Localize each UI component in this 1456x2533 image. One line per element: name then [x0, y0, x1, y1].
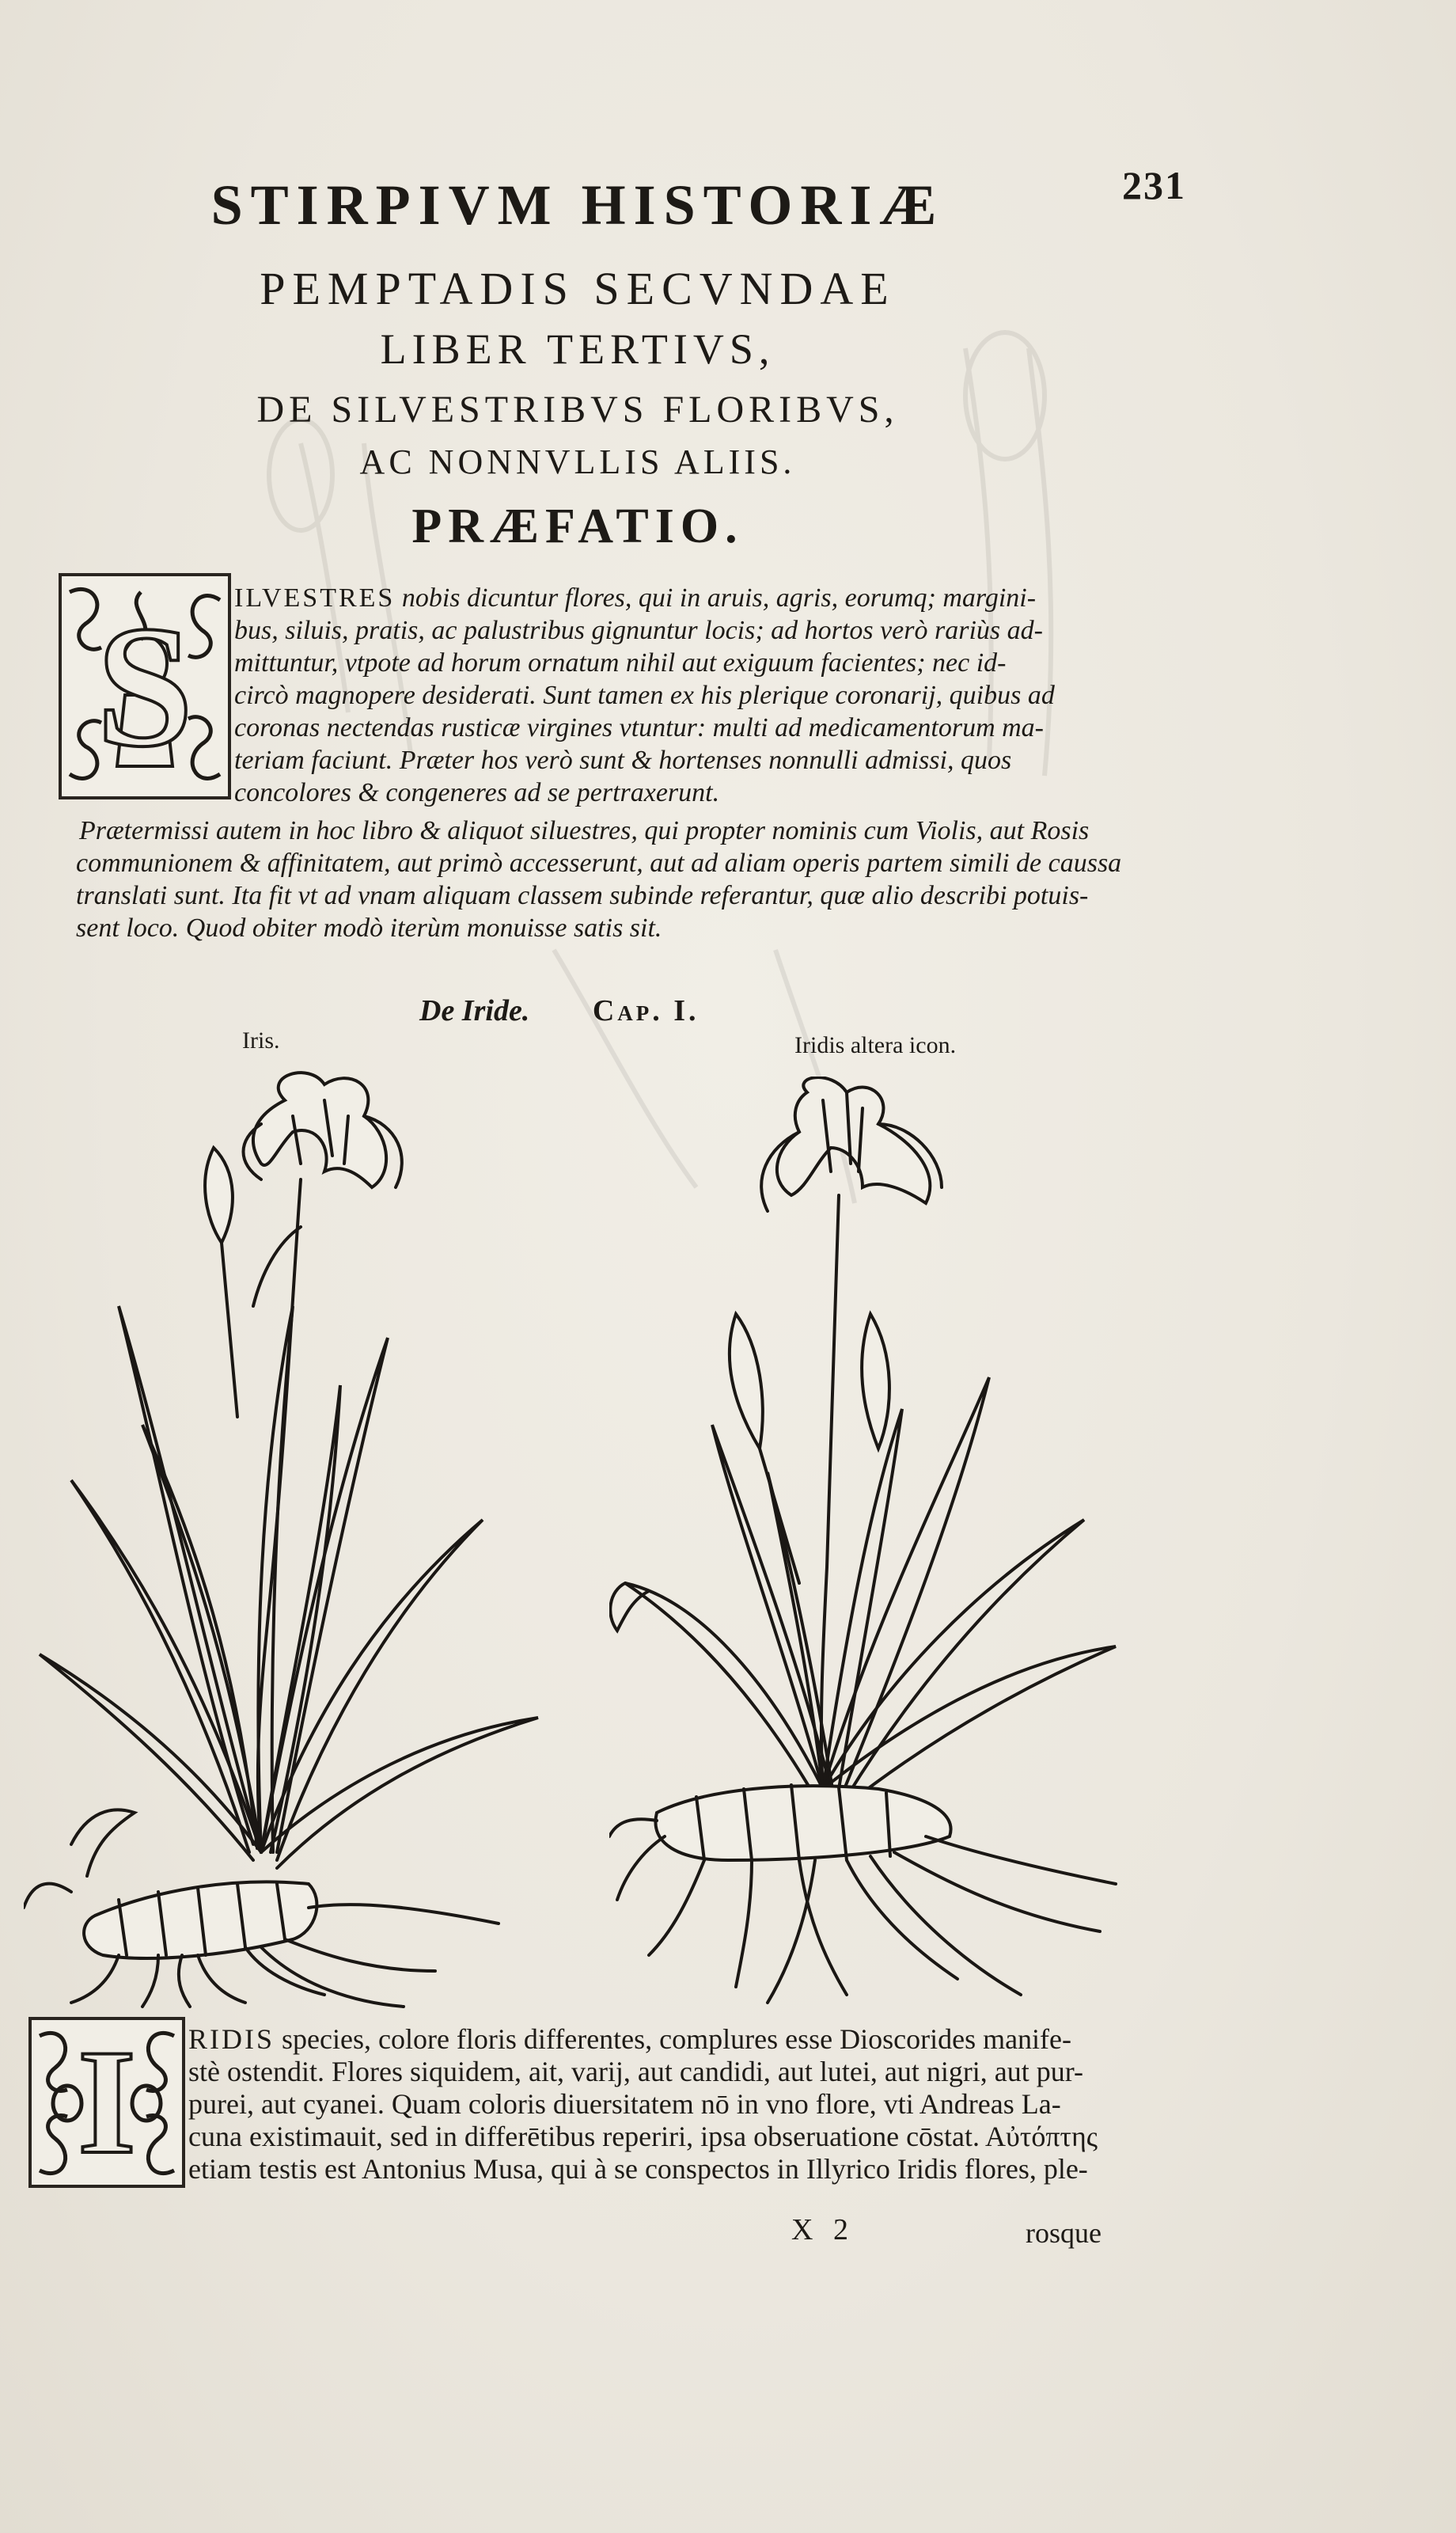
initial-letter: S — [96, 590, 194, 783]
text-line: concolores & congeneres ad se pertraxerunt. — [234, 778, 720, 807]
text-line: RIDIS species, colore floris differentes, complures esse Dioscorides manife- — [188, 2023, 1072, 2055]
praefatio-paragraph-2 — [76, 815, 1121, 944]
section-heading-praefatio: PRÆFATIO. — [411, 499, 744, 553]
chapter-body-paragraph — [188, 2023, 1098, 2186]
text-line: cuna existimauit, sed in differētibus reperiri, ipsa obseruatione cōstat. Aὐτόπτης — [188, 2121, 1098, 2152]
text-line: communionem & affinitatem, aut primò accesserunt, aut ad aliam operis partem simili de caussa — [76, 849, 1122, 878]
title-line-1: STIRPIVM HISTORIÆ — [210, 173, 945, 237]
decorated-initial-i — [28, 2017, 185, 2188]
chapter-title: De Iride. — [419, 994, 530, 1027]
text-line: Prætermissi autem in hoc libro & aliquot siluestres, qui propter nominis cum Violis, aut Rosis — [79, 816, 1090, 845]
figure-caption-left: Iris. — [242, 1027, 280, 1054]
text-line: sent loco. Quod obiter modò iterùm monuisse satis sit. — [76, 913, 662, 943]
title-line-2: PEMPTADIS SECVNDAE — [260, 263, 896, 314]
initial-letter: I — [78, 2019, 136, 2186]
text-line: ILVESTRES nobis dicuntur flores, qui in aruis, agris, eorumq; margini- — [234, 583, 1037, 613]
chapter-number: Cap. I. — [592, 994, 700, 1027]
figure-caption-right: Iridis altera icon. — [794, 1032, 957, 1058]
chapter-heading — [419, 993, 700, 1028]
first-word: RIDIS — [188, 2023, 275, 2055]
title-line-4: DE SILVESTRIBVS FLORIBVS, — [256, 389, 899, 431]
text-line: teriam faciunt. Præter hos verò sunt & hortenses nonnulli admissi, quos — [234, 746, 1012, 775]
praefatio-paragraph — [234, 582, 1055, 809]
text-line: stè ostendit. Flores siquidem, ait, varij, aut candidi, aut lutei, aut nigri, aut pur- — [188, 2056, 1084, 2087]
signature-mark: X 2 — [791, 2213, 855, 2246]
decorated-initial-s — [59, 573, 231, 799]
text-line: etiam testis est Antonius Musa, qui à se conspectos in Illyrico Iridis flores, ple- — [188, 2153, 1088, 2185]
text-line: purei, aut cyanei. Quam coloris diuersitatem nō in vno flore, vti Andreas La- — [188, 2088, 1061, 2120]
catchword: rosque — [1026, 2217, 1101, 2249]
text-line: coronas nectendas rusticæ virgines vtuntur: multi ad medicamentorum ma- — [234, 713, 1045, 742]
page-number: 231 — [1122, 163, 1186, 207]
text-line: bus, siluis, pratis, ac palustribus gignuntur locis; ad hortos verò rariùs ad- — [234, 616, 1043, 645]
title-line-5: AC NONNVLLIS ALIIS. — [359, 442, 796, 481]
text-line: mittuntur, vtpote ad horum ornatum nihil aut exiguum facientes; nec id- — [234, 648, 1007, 678]
iris-woodcut-right — [609, 1077, 1147, 2026]
text-line: translati sunt. Ita fit vt ad vnam aliquam classem subinde referantur, quæ alio describi potuis- — [76, 881, 1089, 910]
text-line: circò magnopere desiderati. Sunt tamen ex his plerique coronarij, quibus ad — [234, 681, 1055, 710]
iris-woodcut-left — [24, 1053, 562, 2011]
first-word: ILVESTRES — [234, 583, 396, 613]
title-line-3: LIBER TERTIVS, — [380, 325, 775, 373]
